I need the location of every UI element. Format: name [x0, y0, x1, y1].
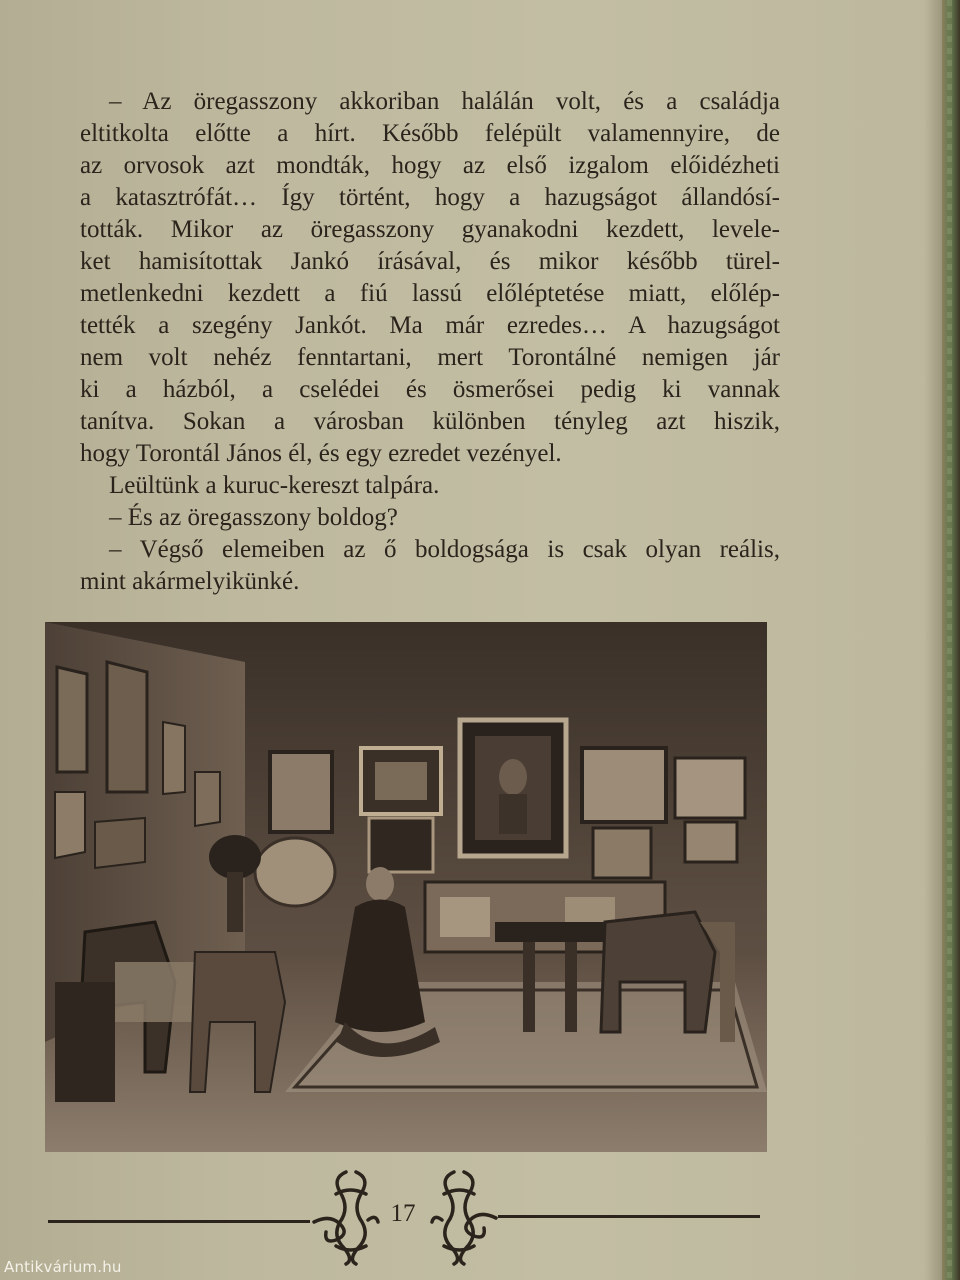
scroll-ornament-icon	[310, 1164, 380, 1268]
text-line: – És az öregasszony boldog?	[109, 504, 398, 531]
text-line: – Az öregasszony akkoriban halálán volt, és a családja	[109, 88, 780, 115]
text-line: ki a házból, a cselédei és ösmerősei pedig ki vannak	[80, 376, 780, 403]
footer-rule-left	[48, 1220, 310, 1223]
text-line: a katasztrófát… Így történt, hogy a hazugságot állandósí-	[80, 184, 780, 211]
page-edge-shadow	[924, 0, 942, 1280]
text-line: mint akármelyikünké.	[80, 568, 300, 595]
text-line: tanítva. Sokan a városban különben tényleg azt hiszik,	[80, 408, 780, 435]
text-line: tották. Mikor az öregasszony gyanakodni kezdett, levele-	[80, 216, 780, 243]
book-cover-stripe	[947, 0, 952, 1280]
text-line: az orvosok azt mondták, hogy az első izgalom előidézheti	[80, 152, 780, 179]
interior-photograph	[45, 622, 767, 1152]
text-line: eltitkolta előtte a hírt. Később felépült valamennyire, de	[80, 120, 780, 147]
text-line: nem volt nehéz fenntartani, mert Torontálné nemigen jár	[80, 344, 780, 371]
footer-rule-right	[498, 1215, 760, 1218]
page-number: 17	[390, 1200, 416, 1227]
text-line: metlenkedni kezdett a fiú lassú előléptetése miatt, előlép-	[80, 280, 780, 307]
text-line: tették a szegény Jankót. Ma már ezredes… A hazugságot	[80, 312, 780, 339]
text-line: hogy Torontál János él, és egy ezredet vezényel.	[80, 440, 562, 467]
body-text	[80, 86, 780, 598]
text-line: ket hamisítottak Jankó írásával, és mikor később türel-	[80, 248, 780, 275]
text-line: Leültünk a kuruc-kereszt talpára.	[109, 472, 440, 499]
text-line: – Végső elemeiben az ő boldogsága is csak olyan reális,	[109, 536, 780, 563]
watermark: Antikvárium.hu	[4, 1258, 122, 1276]
scroll-ornament-icon	[430, 1164, 500, 1268]
interior-photograph-illustration	[45, 622, 767, 1152]
